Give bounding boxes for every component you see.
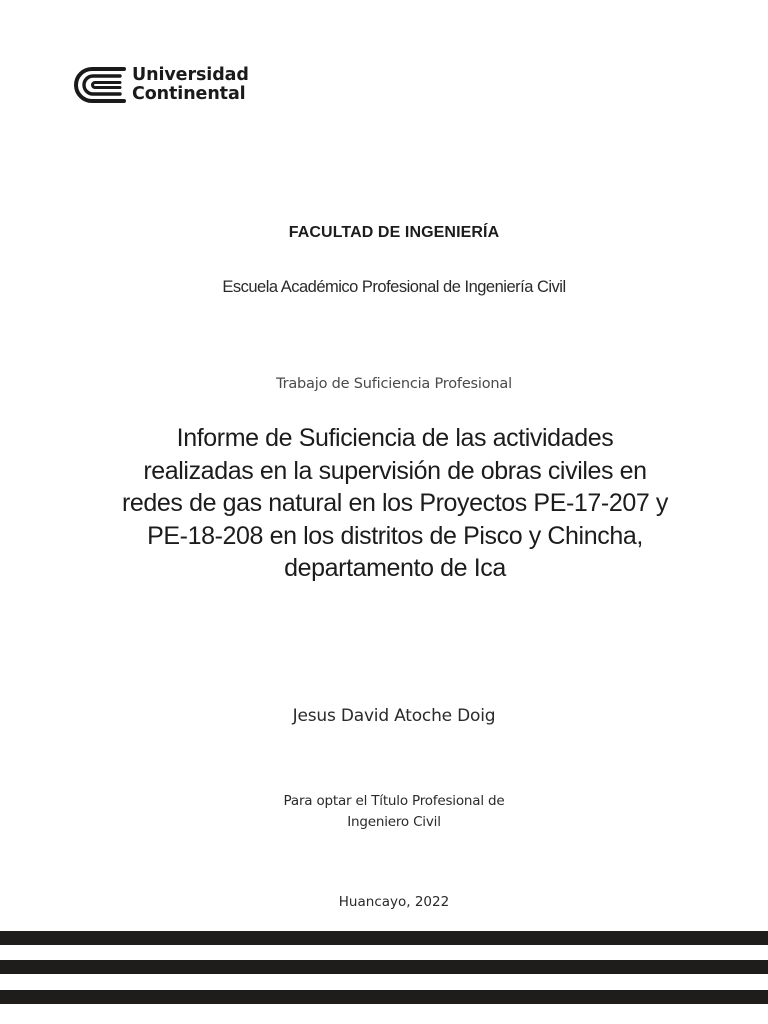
- work-type: Trabajo de Suficiencia Profesional: [276, 376, 512, 392]
- decorative-stripe: [0, 931, 768, 945]
- continental-logo-icon: [74, 66, 126, 104]
- university-name-line1: Universidad: [132, 65, 249, 85]
- author-name: Jesus David Atoche Doig: [292, 706, 496, 726]
- school-name: Escuela Académico Profesional de Ingeniería Civil: [222, 278, 566, 296]
- document-title: [100, 422, 690, 585]
- faculty-heading: FACULTAD DE INGENIERÍA: [288, 224, 500, 241]
- degree-statement: [10, 791, 768, 833]
- decorative-stripe: [0, 990, 768, 1004]
- place-date: Huancayo, 2022: [338, 894, 450, 910]
- university-logo: [74, 66, 249, 104]
- title-line: redes de gas natural en los Proyectos PE-17-207 y: [121, 489, 668, 517]
- title-line: departamento de Ica: [284, 554, 506, 582]
- title-line: PE-18-208 en los distritos de Pisco y Chincha,: [147, 521, 643, 550]
- title-line: realizadas en la supervisión de obras civiles en: [143, 456, 647, 485]
- university-name: [132, 66, 249, 104]
- degree-line: Para optar el Título Profesional de: [283, 793, 505, 809]
- title-line: Informe de Suficiencia de las actividades: [176, 424, 614, 452]
- decorative-stripe: [0, 960, 768, 974]
- university-name-line2: Continental: [132, 84, 246, 104]
- degree-line: Ingeniero Civil: [347, 814, 441, 830]
